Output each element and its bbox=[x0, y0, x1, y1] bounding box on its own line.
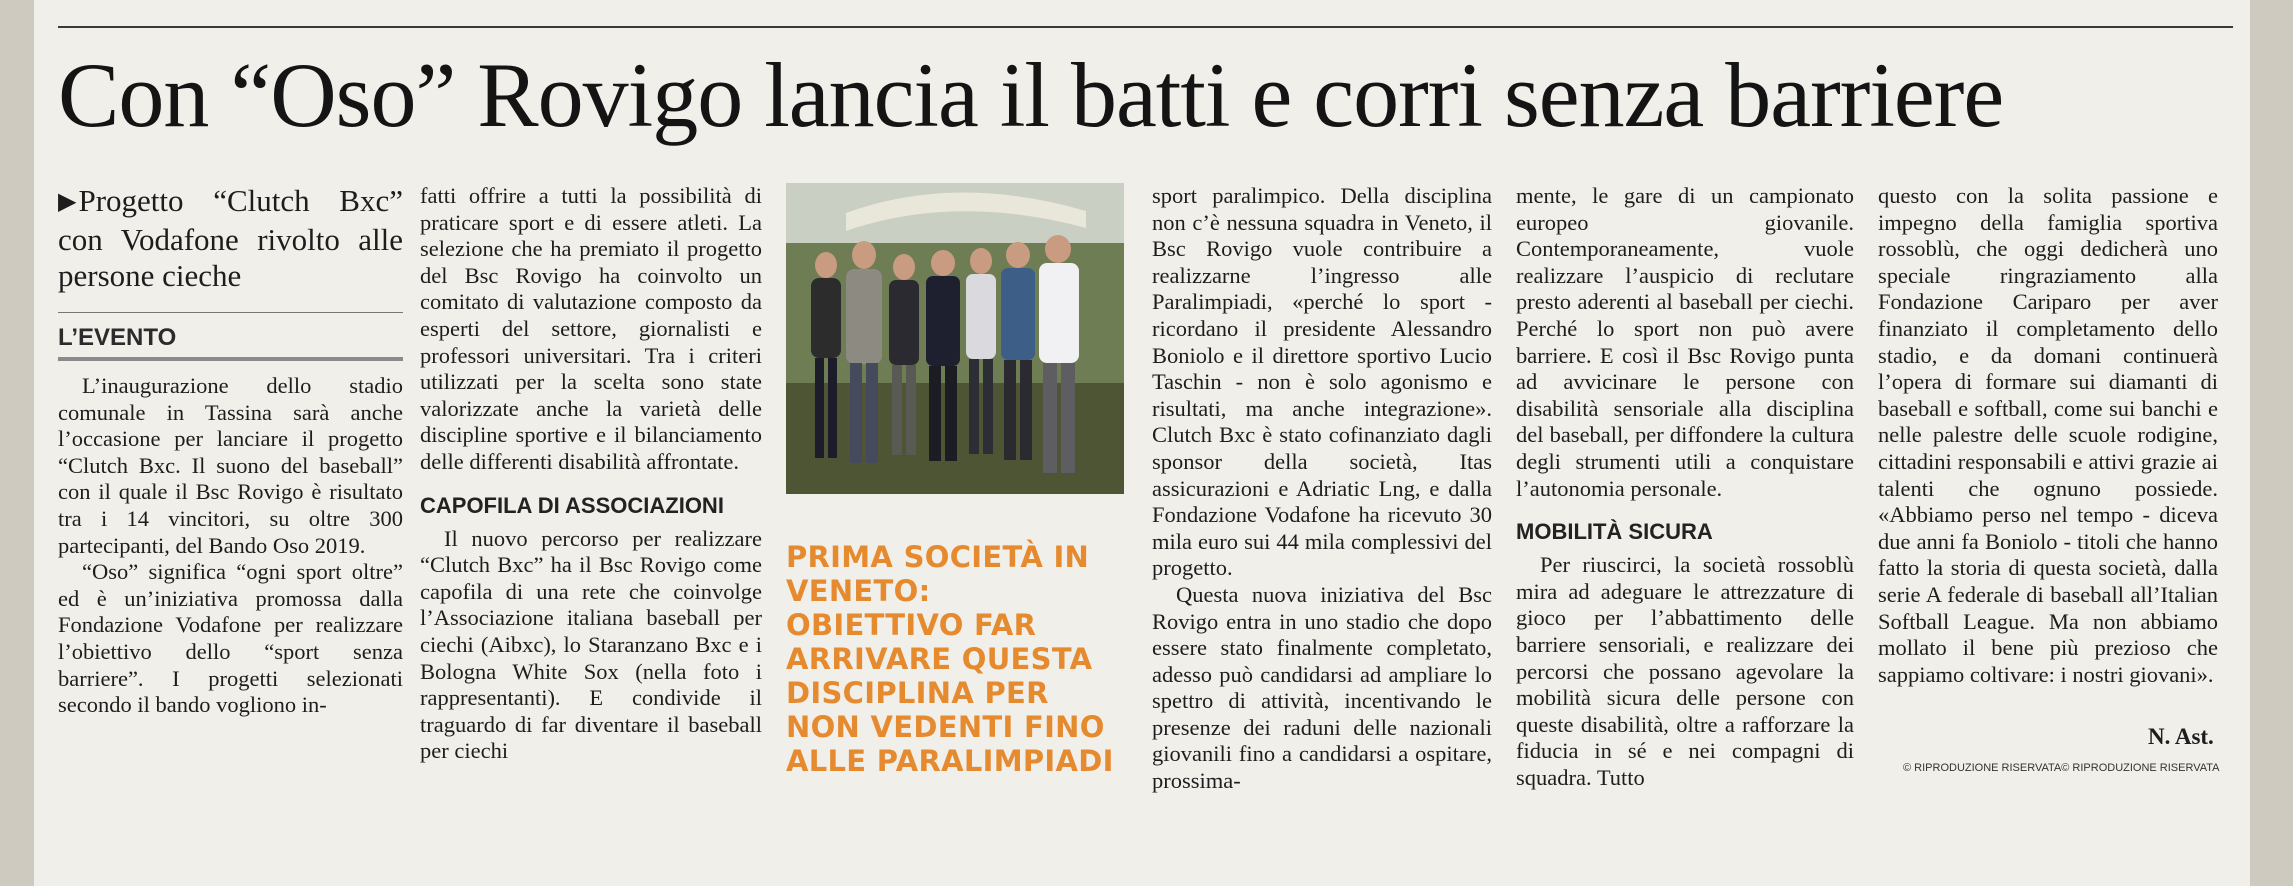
subhead-capofila: CAPOFILA DI ASSOCIAZIONI bbox=[420, 492, 724, 518]
column-5 bbox=[1516, 183, 1854, 791]
paragraph: Per riuscirci, la società rossoblù mira ad adeguare le attrezzature di gioco per l’abbattimento delle barriere sensoriali, e realizzare dei percorsi che possano agevolare la mobilità sicura delle persone con queste disabilità, oltre a rafforzare la fiducia in sé e nei compagni di squadra. Tutto bbox=[1516, 552, 1854, 790]
copyright-notice: © RIPRODUZIONE RISERVATA© RIPRODUZIONE RISERVATA bbox=[1903, 762, 2220, 774]
byline: N. Ast. bbox=[2148, 724, 2214, 749]
section-label: L’EVENTO bbox=[58, 323, 403, 361]
paragraph: Questa nuova iniziativa del Bsc Rovigo entra in uno stadio che dopo essere stato finalmente completato, adesso può candidarsi ad ampliare lo spettro di attività, incentivando le presenze dei raduni delle nazionali giovanili fino a candidarsi a ospitare, prossima- bbox=[1152, 581, 1492, 794]
triangle-bullet-icon: ▶ bbox=[58, 189, 77, 215]
paragraph: sport paralimpico. Della disciplina non c’è nessuna squadra in Veneto, il Bsc Rovigo vuole contribuire a realizzarne l’ingresso alle Paralimpiadi, «perché lo sport - ricordano il presidente Alessandro Boniolo e il direttore sportivo Lucio Taschin - non è solo agonismo e risultati, ma anche integrazione». Clutch Bxc è stato cofinanziato dagli sponsor della società, Itas assicurazioni e Adriatic Lng, e dalla Fondazione Vodafone ha ricevuto 30 mila euro sui 44 mila complessivi del progetto. bbox=[1152, 183, 1492, 581]
kicker bbox=[58, 183, 403, 294]
column-2 bbox=[420, 183, 762, 765]
paragraph: fatti offrire a tutti la possibilità di praticare sport e di essere atleti. La selezione che ha premiato il progetto del Bsc Rovigo ha coinvolto un comitato di valutazione composto da esperti del settore, giornalisti e professori universitari. Tra i criteri utilizzati per la scelta sono state valorizzate anche la varietà delle discipline sportive e il bilanciamento delle differenti disabilità affrontate. bbox=[420, 183, 762, 474]
kicker-divider bbox=[58, 312, 403, 313]
right-margin-scrap bbox=[2250, 0, 2293, 886]
column-1 bbox=[58, 183, 403, 719]
paragraph: L’inaugurazione dello stadio comunale in Tassina sarà anche l’occasione per lanciare il progetto “Clutch Bxc. Il suono del baseball” con il quale il Bsc Rovigo è risultato tra i 14 vincitori, su oltre 300 partecipanti, del Bando Oso 2019. bbox=[58, 373, 403, 558]
paragraph: questo con la solita passione e impegno della famiglia sportiva rossoblù, che oggi dedicherà uno speciale ringraziamento alla Fondazione Cariparo per aver finanziato il completamento dello stadio, e da domani continuerà l’opera di formare sui diamanti di baseball e softball, come sui banchi e nelle palestre delle scuole rodigine, cittadini responsabili e attivi grazie ai talenti che ognuno possiede. «Abbiamo perso nel tempo - diceva due anni fa Boniolo - titoli che hanno fatto la storia di questa società, dalla serie A federale di baseball all’Italian Softball League. Ma non abbiamo mollato il bene più prezioso che sappiamo coltivare: i nostri giovani». bbox=[1878, 183, 2218, 687]
subhead-mobilita: MOBILITÀ SICURA bbox=[1516, 519, 1713, 545]
paragraph: “Oso” significa “ogni sport oltre” ed è un’iniziativa promossa dalla Fondazione Vodafone per realizzare l’obiettivo dello “sport senza barriere”. I progetti selezionati secondo il bando vogliono in- bbox=[58, 559, 403, 718]
left-margin-scrap bbox=[0, 0, 34, 886]
column-4 bbox=[1152, 183, 1492, 795]
group-photo-illustration bbox=[786, 183, 1124, 494]
column-6 bbox=[1878, 183, 2218, 688]
article-photo bbox=[786, 183, 1124, 494]
paragraph: Il nuovo percorso per realizzare “Clutch Bxc” ha il Bsc Rovigo come capofila di una rete che coinvolge l’Associazione italiana baseball per ciechi (Aibxc), lo Staranzano Bxc e i Bologna White Sox (nella foto i rappresentanti). E condivide il traguardo di far diventare il baseball per ciechi bbox=[420, 525, 762, 764]
kicker-text: Progetto “Clutch Bxc” con Vodafone rivolto alle persone cieche bbox=[58, 183, 403, 293]
pull-quote: PRIMA SOCIETÀ IN VENETO: OBIETTIVO FAR ARRIVARE QUESTA DISCIPLINA PER NON VEDENTI FINO ALLE PARALIMPIADI bbox=[786, 540, 1114, 778]
paragraph: mente, le gare di un campionato europeo giovanile. Contemporaneamente, vuole realizzare l’auspicio di reclutare presto aderenti al baseball per ciechi. Perché lo sport non può avere barriere. E così il Bsc Rovigo punta ad avvicinare le persone con disabilità sensoriale alla disciplina del baseball, per diffondere la cultura degli strumenti utili a conquistare l’autonomia personale. bbox=[1516, 183, 1854, 501]
top-rule bbox=[58, 26, 2233, 28]
headline: Con “Oso” Rovigo lancia il batti e corri senza barriere bbox=[58, 44, 2004, 146]
